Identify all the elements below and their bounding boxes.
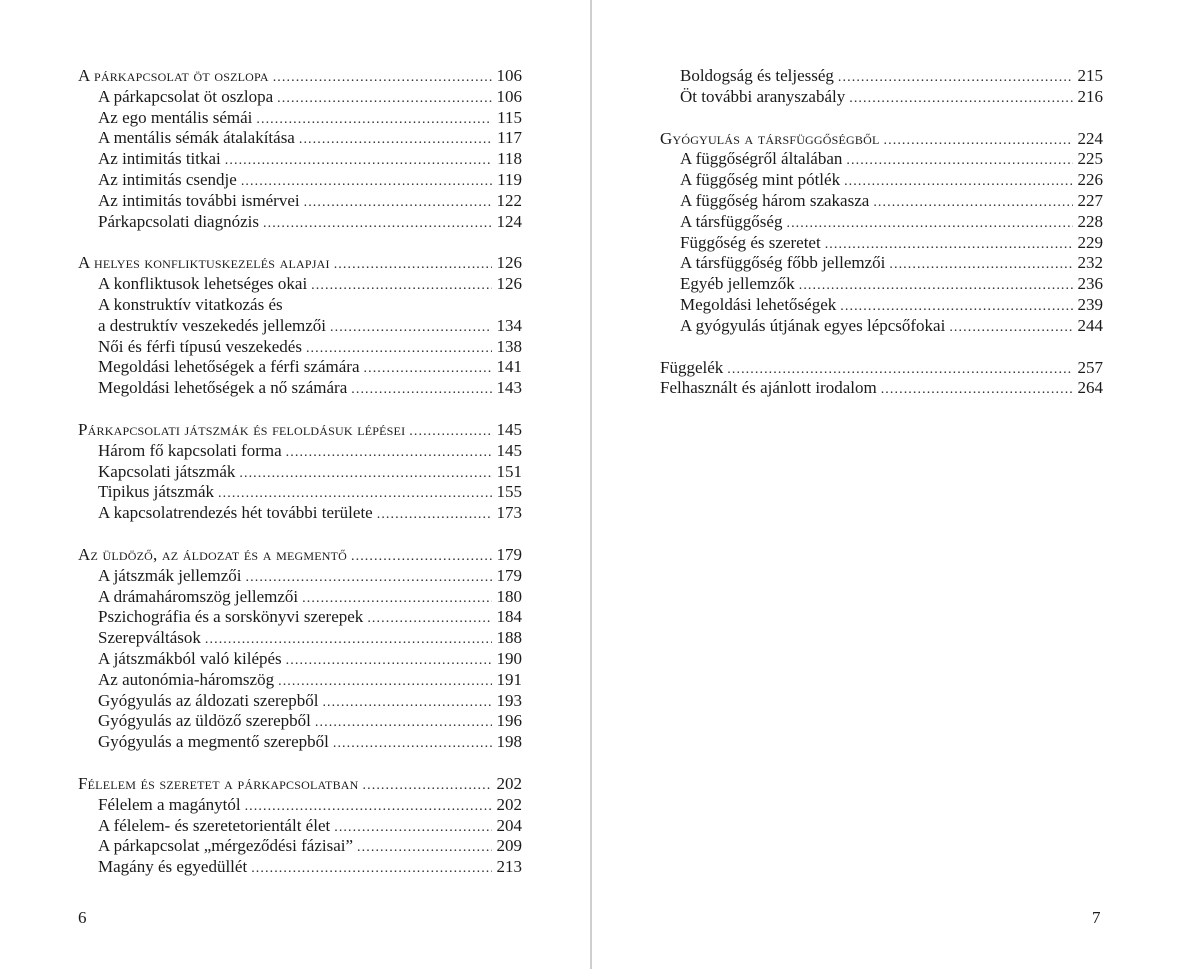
page-number: 204 <box>496 815 522 835</box>
leader-dots <box>364 359 493 380</box>
leader-dots <box>239 464 492 485</box>
toc-entry-row <box>78 732 522 753</box>
leader-dots <box>286 651 492 672</box>
page-number: 106 <box>496 86 522 106</box>
page-number: 209 <box>496 836 522 856</box>
leader-dots <box>334 818 492 839</box>
right-page <box>592 0 1181 969</box>
page-number: 196 <box>496 711 522 731</box>
toc-entry-row <box>78 108 522 129</box>
toc-entry-row <box>78 274 522 295</box>
entry-title: Az intimitás titkai <box>98 149 221 169</box>
page-number: 117 <box>497 128 522 148</box>
toc-section <box>660 129 1103 337</box>
leader-dots <box>251 859 492 880</box>
entry-title: Gyógyulás az üldöző szerepből <box>98 711 311 731</box>
toc-section-continued <box>660 66 1103 108</box>
leader-dots <box>241 172 492 193</box>
page-number: 202 <box>496 794 522 814</box>
page-number: 190 <box>496 648 522 668</box>
entry-title: Megoldási lehetőségek <box>680 294 837 314</box>
toc-entry-row <box>78 170 522 191</box>
page-number: 232 <box>1077 253 1103 273</box>
toc-entry-row <box>660 274 1103 295</box>
toc-entry-row <box>78 816 522 837</box>
entry-title: a destruktív veszekedés jellemzői <box>98 315 326 335</box>
page-number: 202 <box>496 773 522 793</box>
page-number: 155 <box>496 482 522 502</box>
page-number: 216 <box>1077 86 1103 106</box>
leader-dots <box>256 110 492 131</box>
toc-entry-row <box>78 462 522 483</box>
toc-entry-row <box>660 191 1103 212</box>
leader-dots <box>825 235 1073 256</box>
page-number: 145 <box>496 440 522 460</box>
page-number: 215 <box>1077 66 1103 85</box>
left-page <box>0 0 590 969</box>
entry-title: Párkapcsolati diagnózis <box>98 211 259 231</box>
page-number: 239 <box>1077 294 1103 314</box>
entry-title: A kapcsolatrendezés hét további területe <box>98 503 373 523</box>
toc-entry-row <box>78 628 522 649</box>
toc-entry-row <box>78 149 522 170</box>
entry-title: A konstruktív vitatkozás és <box>98 294 283 314</box>
toc-right <box>660 66 1103 420</box>
page-number: 173 <box>496 503 522 523</box>
entry-title: A gyógyulás útjának egyes lépcsőfokai <box>680 315 946 335</box>
page-number: 126 <box>496 274 522 294</box>
toc-entry-row <box>660 378 1103 399</box>
entry-title: Három fő kapcsolati forma <box>98 440 282 460</box>
leader-dots <box>218 484 492 505</box>
leader-dots <box>322 693 492 714</box>
leader-dots <box>881 380 1073 401</box>
leader-dots <box>245 797 492 818</box>
leader-dots <box>351 547 492 568</box>
page-number: 118 <box>497 149 522 169</box>
entry-title: A drámaháromszög jellemzői <box>98 586 299 606</box>
page-number: 134 <box>496 315 522 335</box>
toc-section <box>78 545 522 753</box>
leader-dots <box>357 838 492 859</box>
page-number: 213 <box>496 857 522 877</box>
leader-dots <box>263 214 492 235</box>
toc-entry-row <box>78 857 522 878</box>
toc-chapter-row <box>78 774 522 795</box>
toc-section <box>78 66 522 232</box>
chapter-title: A párkapcsolat öt oszlopa <box>78 66 269 85</box>
page-number: 180 <box>496 586 522 606</box>
entry-title: Felhasznált és ajánlott irodalom <box>660 378 877 398</box>
entry-title: A függőségről általában <box>680 149 843 169</box>
entry-title: Szerepváltások <box>98 628 201 648</box>
toc-entry-row <box>78 357 522 378</box>
entry-title: Függelék <box>660 357 724 377</box>
toc-chapter-row <box>78 66 522 87</box>
leader-dots <box>330 318 492 339</box>
toc-entry-row <box>660 66 1103 87</box>
leader-dots <box>286 443 492 464</box>
entry-title: Öt további aranyszabály <box>680 86 846 106</box>
page-number: 184 <box>496 607 522 627</box>
toc-entry-row <box>78 691 522 712</box>
entry-title: Gyógyulás a megmentő szerepből <box>98 732 329 752</box>
chapter-title: Félelem és szeretet a párkapcsolatban <box>78 773 359 793</box>
leader-dots <box>377 505 492 526</box>
toc-chapter-row <box>78 253 522 274</box>
page-number: 141 <box>496 357 522 377</box>
entry-title: Magány és egyedüllét <box>98 857 248 877</box>
page-number: 115 <box>497 107 522 127</box>
toc-section <box>78 253 522 399</box>
toc-entry-row <box>660 316 1103 337</box>
leader-dots <box>844 172 1073 193</box>
entry-title: Függőség és szeretet <box>680 232 821 252</box>
toc-entry-row <box>78 212 522 233</box>
toc-entry-row <box>660 149 1103 170</box>
leader-dots <box>333 734 492 755</box>
leader-dots <box>205 630 492 651</box>
entry-title: A függőség három szakasza <box>680 190 870 210</box>
toc-entry-row <box>78 128 522 149</box>
toc-entry-row <box>78 670 522 691</box>
leader-dots <box>315 713 492 734</box>
toc-entry-row <box>660 87 1103 108</box>
leader-dots <box>334 255 492 276</box>
toc-entry-row <box>78 836 522 857</box>
leader-dots <box>351 380 492 401</box>
page-number: 138 <box>496 336 522 356</box>
page-number: 145 <box>496 419 522 439</box>
toc-chapter-row <box>78 420 522 441</box>
page-number: 151 <box>496 461 522 481</box>
page-number: 126 <box>496 253 522 273</box>
leader-dots <box>273 68 492 89</box>
page-number: 193 <box>496 690 522 710</box>
entry-title: A játszmákból való kilépés <box>98 648 282 668</box>
page-number: 257 <box>1077 357 1103 377</box>
toc-entry-row <box>78 316 522 337</box>
leader-dots <box>304 193 492 214</box>
page-number: 228 <box>1077 211 1103 231</box>
leader-dots <box>306 339 492 360</box>
entry-title: A félelem- és szeretetorientált élet <box>98 815 331 835</box>
leader-dots <box>849 89 1073 110</box>
toc-section <box>78 420 522 524</box>
page-number: 143 <box>496 378 522 398</box>
entry-title: A mentális sémák átalakítása <box>98 128 295 148</box>
toc-entry-row <box>660 170 1103 191</box>
toc-entry-row <box>78 337 522 358</box>
toc-entry-row <box>660 295 1103 316</box>
leader-dots <box>277 89 492 110</box>
toc-entry-row <box>660 212 1103 233</box>
leader-dots <box>949 318 1073 339</box>
toc-chapter-row <box>78 545 522 566</box>
toc-entry-row <box>78 649 522 670</box>
page-number: 236 <box>1077 274 1103 294</box>
entry-title: Pszichográfia és a sorskönyvi szerepek <box>98 607 364 627</box>
toc-entry-row <box>78 378 522 399</box>
page-number: 227 <box>1077 190 1103 210</box>
toc-chapter-row <box>660 129 1103 150</box>
leader-dots <box>225 151 492 172</box>
page-number: 264 <box>1077 378 1103 398</box>
toc-section <box>78 774 522 878</box>
toc-entry-row <box>78 566 522 587</box>
leader-dots <box>838 68 1073 89</box>
leader-dots <box>409 422 492 443</box>
entry-title: A függőség mint pótlék <box>680 170 841 190</box>
leader-dots <box>302 589 492 610</box>
toc-entry-row <box>78 87 522 108</box>
page-number: 119 <box>497 169 522 189</box>
page-number: 225 <box>1077 149 1103 169</box>
page-number: 229 <box>1077 232 1103 252</box>
leader-dots <box>311 276 492 297</box>
entry-title: Az intimitás további ismérvei <box>98 190 300 210</box>
page-number: 179 <box>496 544 522 564</box>
leader-dots <box>884 131 1073 152</box>
toc-entry-row <box>78 191 522 212</box>
entry-title: Megoldási lehetőségek a nő számára <box>98 378 348 398</box>
leader-dots <box>799 276 1073 297</box>
page-number: 224 <box>1077 128 1103 148</box>
entry-title: Tipikus játszmák <box>98 482 215 502</box>
entry-title: A játszmák jellemzői <box>98 565 242 585</box>
page-number: 226 <box>1077 170 1103 190</box>
toc-entry-row <box>660 358 1103 379</box>
page-number: 198 <box>496 732 522 752</box>
leader-dots <box>840 297 1073 318</box>
toc-entry-row <box>78 503 522 524</box>
leader-dots <box>278 672 492 693</box>
toc-appendix <box>660 358 1103 400</box>
leader-dots <box>246 568 492 589</box>
toc-entry-row <box>78 295 522 316</box>
page-number: 124 <box>496 211 522 231</box>
chapter-title: Az üldöző, az áldozat és a megmentő <box>78 544 347 564</box>
entry-title: Egyéb jellemzők <box>680 274 795 294</box>
leader-dots <box>873 193 1073 214</box>
entry-title: A párkapcsolat öt oszlopa <box>98 86 274 106</box>
entry-title: A konfliktusok lehetséges okai <box>98 274 308 294</box>
page-number: 188 <box>496 628 522 648</box>
leader-dots <box>367 609 492 630</box>
chapter-title: A helyes konfliktuskezelés alapjai <box>78 253 330 273</box>
leader-dots <box>299 130 492 151</box>
entry-title: Boldogság és teljesség <box>680 66 834 85</box>
leader-dots <box>786 214 1073 235</box>
entry-title: A párkapcsolat „mérgeződési fázisai” <box>98 836 354 856</box>
entry-title: Félelem a magánytól <box>98 794 241 814</box>
entry-title: Megoldási lehetőségek a férfi számára <box>98 357 360 377</box>
entry-title: Kapcsolati játszmák <box>98 461 236 481</box>
toc-entry-row <box>660 233 1103 254</box>
toc-left <box>78 66 522 899</box>
toc-entry-row <box>78 795 522 816</box>
page-number: 106 <box>496 66 522 85</box>
entry-title: A társfüggőség <box>680 211 783 231</box>
entry-title: Az autonómia-háromszög <box>98 669 275 689</box>
page-folio: 7 <box>1092 908 1101 927</box>
toc-entry-row <box>78 441 522 462</box>
leader-dots <box>363 776 492 797</box>
toc-entry-row <box>78 711 522 732</box>
chapter-title: Gyógyulás a társfüggőségből <box>660 128 880 148</box>
page-folio: 6 <box>78 908 87 927</box>
toc-entry-row <box>78 587 522 608</box>
page-number: 244 <box>1077 315 1103 335</box>
entry-title: A társfüggőség főbb jellemzői <box>680 253 886 273</box>
toc-entry-row <box>660 253 1103 274</box>
page-number: 179 <box>496 565 522 585</box>
toc-entry-row <box>78 482 522 503</box>
entry-title: Az ego mentális sémái <box>98 107 253 127</box>
entry-title: Női és férfi típusú veszekedés <box>98 336 302 356</box>
leader-dots <box>846 151 1073 172</box>
leader-dots <box>727 360 1073 381</box>
leader-dots <box>889 255 1073 276</box>
page-number: 122 <box>496 190 522 210</box>
toc-entry-row <box>78 607 522 628</box>
chapter-title: Párkapcsolati játszmák és feloldásuk lépései <box>78 419 406 439</box>
page-number: 191 <box>496 669 522 689</box>
entry-title: Az intimitás csendje <box>98 169 237 189</box>
entry-title: Gyógyulás az áldozati szerepből <box>98 690 319 710</box>
